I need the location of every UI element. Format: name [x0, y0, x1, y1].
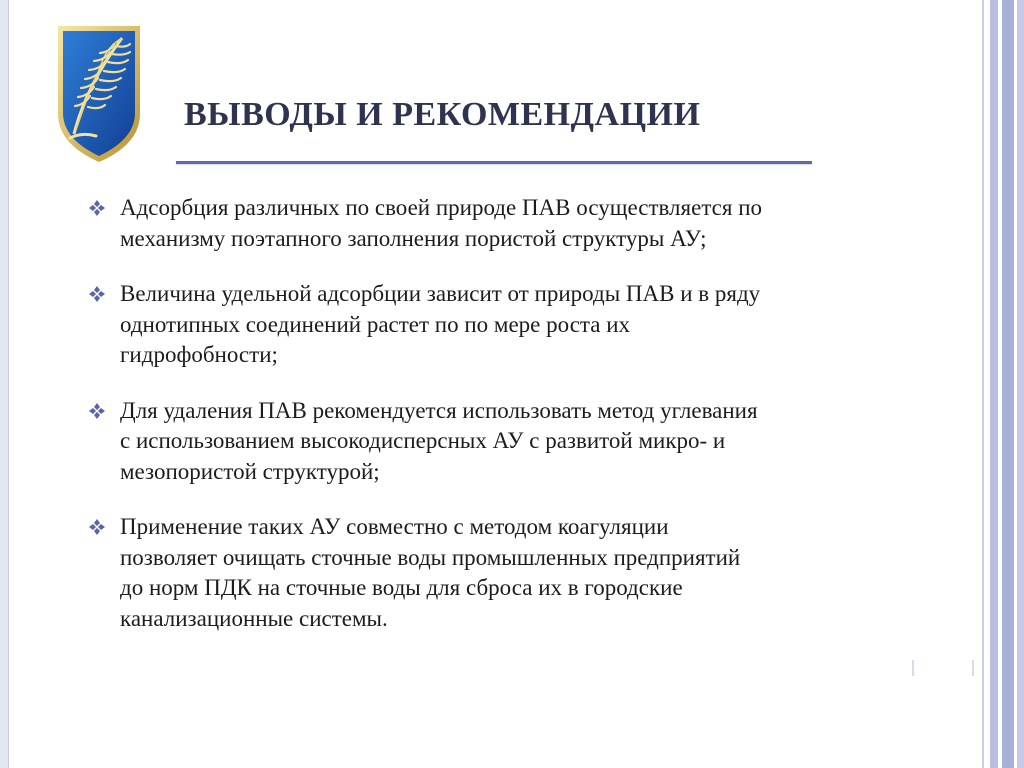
- bullet-line: с использованием высокодисперсных АУ с развитой микро- и: [120, 428, 726, 453]
- list-item: [88, 193, 948, 254]
- slide-title: ВЫВОДЫ И РЕКОМЕНДАЦИИ: [184, 96, 701, 133]
- bullet-line: однотипных соединений растет по по мере роста их: [120, 311, 631, 337]
- bullet-line: канализационные системы.: [120, 605, 388, 631]
- bullet-line: до норм ПДК на сточные воды для сброса их в городские: [120, 575, 683, 600]
- conclusions-list: [88, 193, 948, 659]
- bullet-line: Адсорбция различных по своей природе ПАВ осуществляется по: [120, 195, 763, 220]
- bullet-line: позволяет очищать сточные воды промышленных предприятий: [120, 544, 741, 570]
- diamond-bullet-icon: [88, 285, 106, 303]
- title-underline: [176, 161, 812, 164]
- list-item: [88, 396, 948, 488]
- corner-mark: [972, 660, 974, 676]
- bullet-line: гидрофобности;: [120, 342, 278, 367]
- bullet-line: Применение таких АУ совместно с методом коагуляции: [120, 514, 669, 539]
- list-item: [88, 279, 948, 371]
- diamond-bullet-icon: [88, 402, 106, 420]
- corner-mark: [912, 660, 914, 676]
- slide-right-border-stripes: [976, 0, 1024, 768]
- diamond-bullet-icon: [88, 199, 106, 217]
- diamond-bullet-icon: [88, 518, 106, 536]
- bullet-line: механизму поэтапного заполнения пористой структуры АУ;: [120, 225, 707, 251]
- coat-of-arms-feather-icon: [52, 22, 146, 166]
- bullet-line: Для удаления ПАВ рекомендуется использовать метод углевания: [120, 397, 758, 423]
- list-item: [88, 512, 948, 634]
- slide-left-border: [0, 0, 9, 768]
- bullet-line: мезопористой структурой;: [120, 458, 380, 484]
- bullet-line: Величина удельной адсорбции зависит от природы ПАВ и в ряду: [120, 281, 761, 306]
